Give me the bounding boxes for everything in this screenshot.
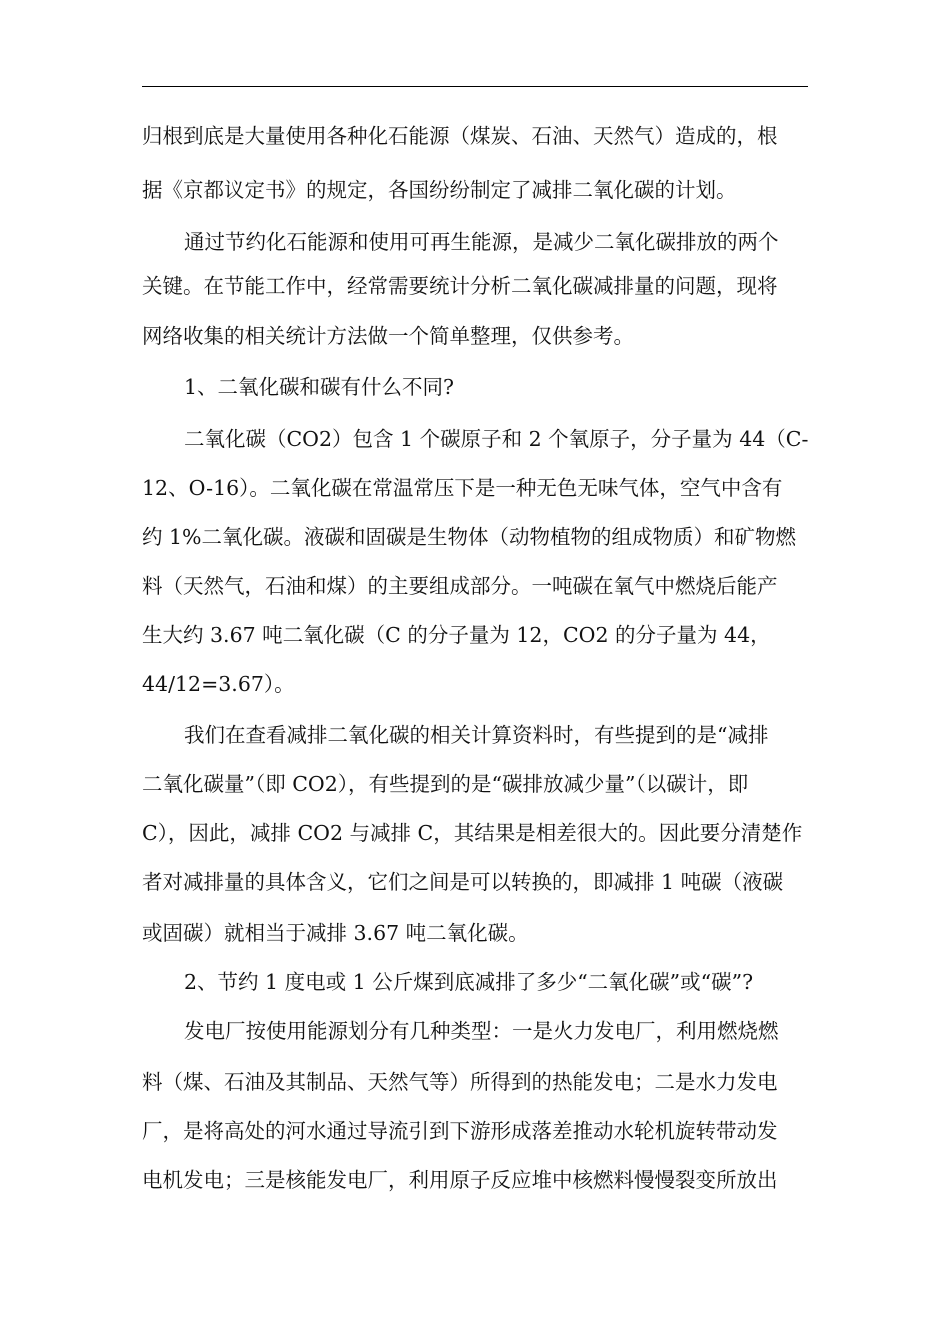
section-heading: 1、二氧化碳和碳有什么不同? bbox=[184, 375, 455, 399]
text-line: 关键。在节能工作中，经常需要统计分析二氧化碳减排量的问题，现将 bbox=[142, 274, 778, 298]
text-line: 发电厂按使用能源划分有几种类型：一是火力发电厂，利用燃烧燃 bbox=[184, 1019, 779, 1043]
text-line: 44/12=3.67）。 bbox=[142, 672, 295, 696]
text-line: 者对减排量的具体含义，它们之间是可以转换的，即减排 1 吨碳（液碳 bbox=[142, 870, 784, 894]
section-heading: 2、节约 1 度电或 1 公斤煤到底减排了多少“二氧化碳”或“碳”? bbox=[184, 970, 754, 994]
text-line: 约 1%二氧化碳。液碳和固碳是生物体（动物植物的组成物质）和矿物燃 bbox=[142, 525, 797, 549]
text-line: 料（煤、石油及其制品、天然气等）所得到的热能发电；二是水力发电 bbox=[142, 1070, 778, 1094]
text-line: 料（天然气，石油和煤）的主要组成部分。一吨碳在氧气中燃烧后能产 bbox=[142, 574, 778, 598]
text-line: 归根到底是大量使用各种化石能源（煤炭、石油、天然气）造成的，根 bbox=[142, 124, 778, 148]
text-line: 或固碳）就相当于减排 3.67 吨二氧化碳。 bbox=[142, 921, 529, 945]
text-line: 二氧化碳量”（即 CO2），有些提到的是“碳排放减少量”（以碳计，即 bbox=[142, 772, 749, 796]
text-line: 生大约 3.67 吨二氧化碳（C 的分子量为 12，CO2 的分子量为 44， bbox=[142, 623, 771, 647]
text-line: 二氧化碳（CO2）包含 1 个碳原子和 2 个氧原子，分子量为 44（C- bbox=[184, 427, 809, 451]
text-line: 12、O-16）。二氧化碳在常温常压下是一种无色无味气体，空气中含有 bbox=[142, 476, 783, 500]
text-line: 厂，是将高处的河水通过导流引到下游形成落差推动水轮机旋转带动发 bbox=[142, 1119, 778, 1143]
text-line: 电机发电；三是核能发电厂，利用原子反应堆中核燃料慢慢裂变所放出 bbox=[142, 1168, 778, 1192]
text-line: 据《京都议定书》的规定，各国纷纷制定了减排二氧化碳的计划。 bbox=[142, 178, 737, 202]
text-line: C），因此，减排 CO2 与减排 C，其结果是相差很大的。因此要分清楚作 bbox=[142, 821, 803, 845]
text-line: 我们在查看减排二氧化碳的相关计算资料时，有些提到的是“减排 bbox=[184, 723, 769, 747]
text-line: 网络收集的相关统计方法做一个简单整理，仅供参考。 bbox=[142, 324, 634, 348]
text-line: 通过节约化石能源和使用可再生能源，是减少二氧化碳排放的两个 bbox=[184, 230, 779, 254]
header-rule bbox=[142, 86, 808, 87]
